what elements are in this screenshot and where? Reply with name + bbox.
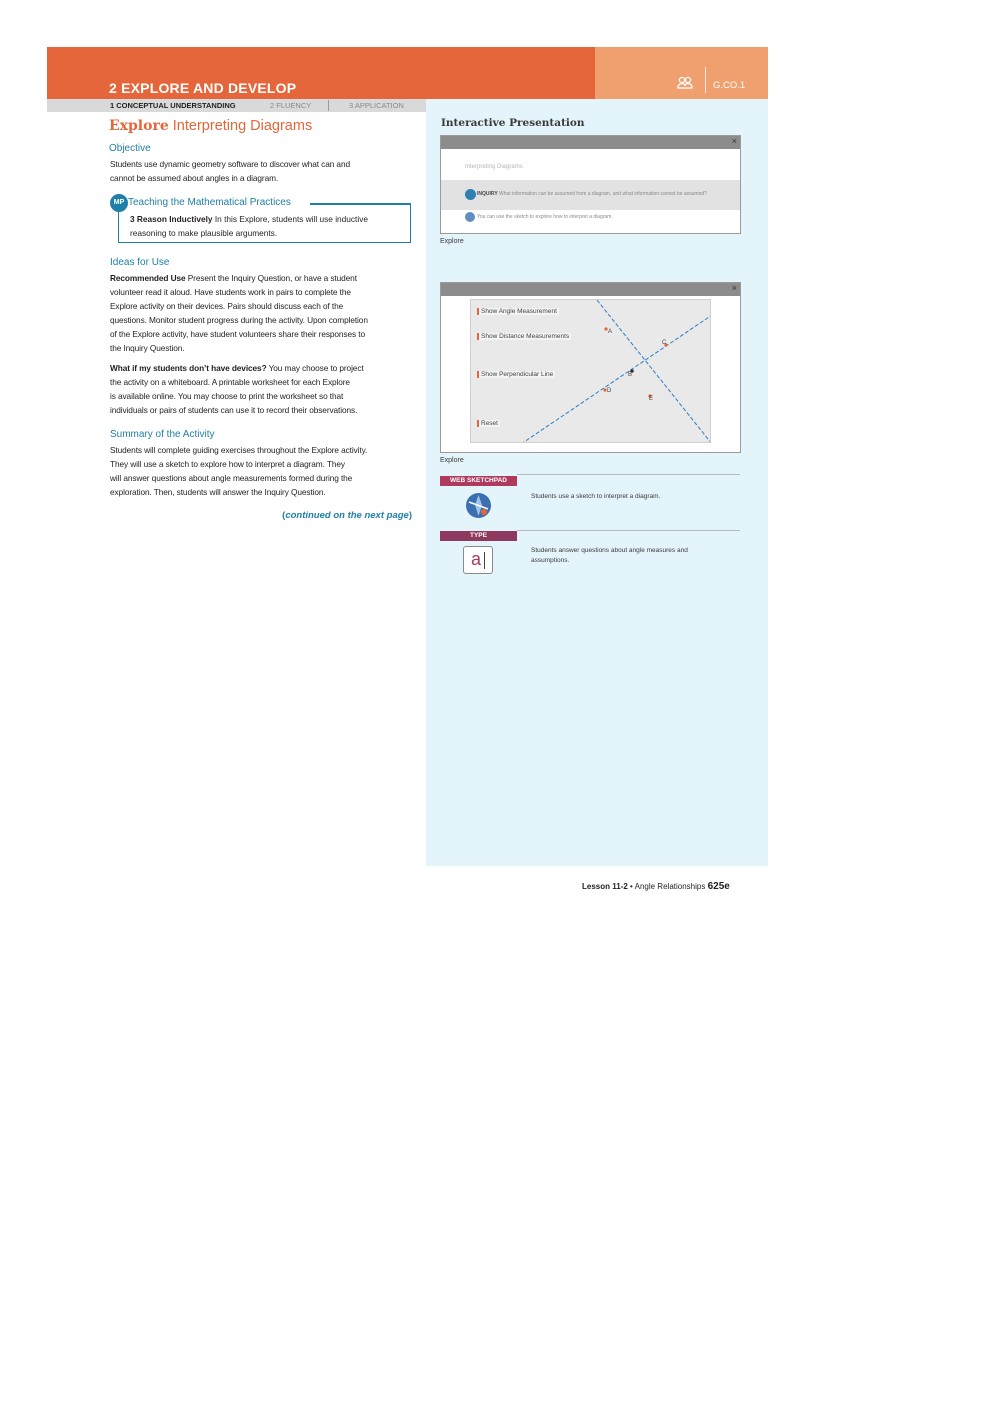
- text-line: volunteer read it aloud. Have students work in pairs to complete the: [110, 287, 351, 297]
- text-line: will answer questions about angle measurements formed during the: [110, 473, 353, 483]
- devices-text: [110, 361, 415, 417]
- ideas-heading: Ideas for Use: [110, 257, 170, 268]
- text-line: Students will complete guiding exercises throughout the Explore activity.: [110, 445, 368, 455]
- text-line: [110, 271, 415, 285]
- summary-heading: Summary of the Activity: [110, 429, 215, 440]
- objective-text: [110, 157, 415, 185]
- footer-separator: •: [627, 882, 635, 891]
- inquiry-question: What information can be assumed from a diagram, and what information cannot be assumed?: [497, 191, 707, 197]
- text-line: [130, 212, 405, 226]
- text-line: individuals or pairs of students can use it to record their observations.: [110, 405, 358, 415]
- page-number: 625e: [707, 881, 730, 892]
- text-line: the activity on a whiteboard. A printable worksheet for each Explore: [110, 377, 350, 387]
- step-application: 3 APPLICATION: [349, 101, 404, 110]
- type-tag: TYPE: [440, 531, 517, 541]
- standard-banner: [595, 47, 768, 99]
- mp-title: Teaching the Mathematical Practices: [128, 197, 291, 208]
- mp-line: reasoning to make plausible arguments.: [130, 228, 278, 238]
- page-footer: [582, 881, 730, 892]
- sketch-note-icon: [465, 212, 475, 222]
- text-line: Present the Inquiry Question, or have a student: [185, 273, 357, 283]
- inquiry-text: [477, 191, 707, 197]
- text-line: assumptions.: [531, 557, 570, 564]
- step-fluency: 2 FLUENCY: [270, 101, 312, 110]
- paren-open: (: [282, 510, 286, 521]
- step-conceptual-understanding: 1 CONCEPTUAL UNDERSTANDING: [110, 101, 236, 110]
- web-sketchpad-description: [531, 492, 731, 502]
- continued-text: continued on the next page: [285, 510, 409, 521]
- web-sketchpad-tag: WEB SKETCHPAD: [440, 476, 517, 486]
- paren-close: ): [408, 510, 412, 521]
- mp-icon: MP: [110, 194, 128, 212]
- step-divider: [328, 100, 329, 111]
- close-icon[interactable]: ×: [731, 283, 737, 293]
- screen-caption: Explore: [440, 457, 464, 464]
- group-work-icon: [677, 76, 693, 90]
- mp-callout-rule: [310, 203, 411, 205]
- mp-text: [130, 212, 405, 240]
- text-line: the Inquiry Question.: [110, 343, 185, 353]
- text-line: Students use dynamic geometry software to discover what can and: [110, 159, 350, 169]
- web-sketchpad-icon: [465, 492, 492, 519]
- inquiry-label: INQUIRY: [477, 191, 498, 197]
- recommended-use-text: [110, 271, 415, 355]
- explore-heading: [109, 118, 312, 134]
- inquiry-icon: [465, 189, 476, 200]
- point-label-c: C: [662, 340, 667, 346]
- step-bar: [47, 99, 426, 112]
- interactive-presentation-title: Interactive Presentation: [441, 117, 585, 129]
- show-perpendicular-line-button[interactable]: Show Perpendicular Line: [477, 371, 555, 378]
- point-label-a: A: [608, 329, 613, 335]
- reset-button[interactable]: Reset: [477, 420, 500, 427]
- lesson-topic: Angle Relationships: [634, 882, 706, 891]
- text-line: cannot be assumed about angles in a diagram.: [110, 173, 279, 183]
- text-line: [110, 361, 415, 375]
- summary-text: [110, 443, 415, 499]
- show-distance-measurements-button[interactable]: Show Distance Measurements: [477, 333, 571, 340]
- text-line: of the Explore activity, have student volunteers share their responses to: [110, 329, 365, 339]
- sketch-note: You can use the sketch to explore how to interpret a diagram.: [477, 214, 613, 220]
- point-label-d: D: [607, 388, 612, 394]
- screen-titlebar: [441, 136, 740, 149]
- text-line: exploration. Then, students will answer the Inquiry Question.: [110, 487, 326, 497]
- type-icon: [463, 546, 493, 574]
- recommended-use-lead: Recommended Use: [110, 273, 186, 283]
- sketch-canvas[interactable]: [470, 299, 711, 443]
- text-cursor-icon: [484, 552, 485, 569]
- text-line: questions. Monitor student progress during the activity. Upon completion: [110, 315, 368, 325]
- mp-lead: 3 Reason Inductively: [130, 214, 213, 224]
- explore-screen-1: [440, 135, 741, 234]
- resource-divider: [517, 530, 740, 531]
- line-ab: [597, 300, 711, 443]
- banner-divider: [705, 67, 706, 93]
- inquiry-strip: [441, 180, 740, 210]
- standard-code: G.CO.1: [713, 80, 746, 91]
- explore-screen-2: [440, 282, 741, 453]
- type-description: [531, 546, 731, 566]
- section-title: 2 EXPLORE AND DEVELOP: [109, 80, 297, 96]
- screen-title: Interpreting Diagrams: [465, 164, 523, 170]
- continued-note: [270, 510, 412, 521]
- show-angle-measurement-button[interactable]: Show Angle Measurement: [477, 308, 559, 315]
- point-label-e: E: [649, 396, 654, 402]
- close-icon[interactable]: ×: [731, 136, 737, 146]
- explore-title: Interpreting Diagrams: [172, 118, 313, 134]
- type-letter: a: [471, 549, 482, 569]
- lesson-number: Lesson 11-2: [582, 882, 628, 891]
- text-line: Students answer questions about angle measures and: [531, 547, 688, 554]
- mp-line: In this Explore, students will use inductive: [212, 214, 368, 224]
- resource-divider: [517, 474, 740, 475]
- screen-caption: Explore: [440, 238, 464, 245]
- text-line: is available online. You may choose to print the worksheet so that: [110, 391, 344, 401]
- text-line: They will use a sketch to explore how to interpret a diagram. They: [110, 459, 345, 469]
- point-label-b: B: [628, 372, 633, 378]
- devices-lead: What if my students don’t have devices?: [110, 363, 267, 373]
- text-line: Students use a sketch to interpret a diagram.: [531, 493, 661, 500]
- screen-titlebar: [441, 283, 740, 296]
- objective-heading: Objective: [109, 143, 151, 154]
- text-line: You may choose to project: [266, 363, 364, 373]
- text-line: Explore activity on their devices. Pairs should discuss each of the: [110, 301, 344, 311]
- explore-keyword: Explore: [109, 118, 169, 134]
